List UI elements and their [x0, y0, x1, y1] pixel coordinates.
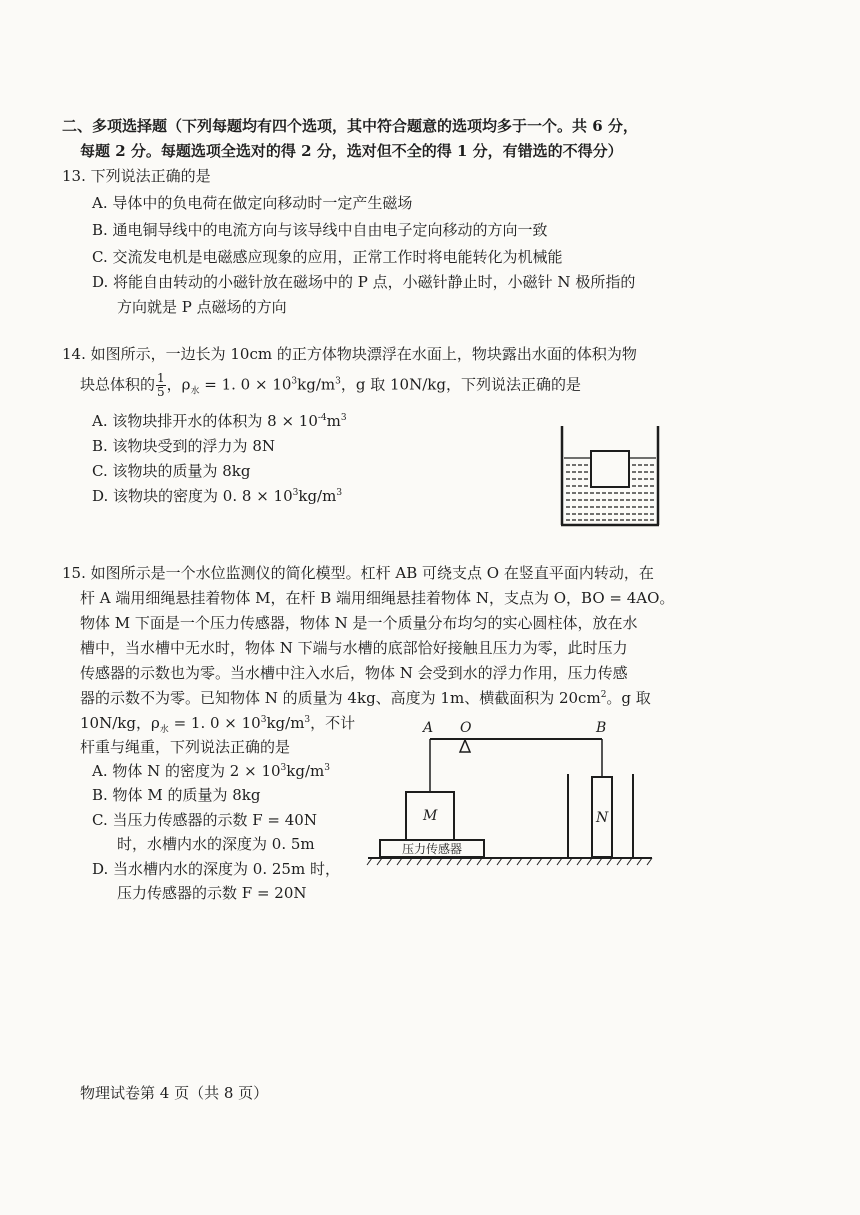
q13-stem: 13. 下列说法正确的是	[62, 167, 211, 185]
q14-option-c: C. 该物块的质量为 8kg	[92, 462, 251, 480]
q15-stem-line6: 器的示数不为零。已知物体 N 的质量为 4kg、高度为 1m、横截面积为 $20cm^2$。g 取	[80, 689, 651, 707]
q15-option-b: B. 物体 M 的质量为 8kg	[92, 786, 261, 804]
q13-option-d-cont: 方向就是 P 点磁场的方向	[117, 298, 287, 316]
q14-stem-line2: 块总体积的 $\frac{1}{5}$ ，$\rho_水 = 1$. $0 \times 10^3kg/m^3$，g 取 10N/kg，下列说法正确的是	[80, 371, 581, 399]
q13-option-c: C. 交流发电机是电磁感应现象的应用，正常工作时将电能转化为机械能	[92, 248, 563, 266]
q15-stem-line8: 杆重与绳重，下列说法正确的是	[80, 738, 291, 756]
q14-option-d: D. 该物块的密度为 0. $8 \times 10^3kg/m^3$	[92, 487, 343, 505]
section-heading-line2: 每题 2 分。每题选项全选对的得 2 分，选对但不全的得 1 分，有错选的不得分）	[80, 142, 623, 160]
q15-stem-line5: 传感器的示数也为零。当水槽中注入水后，物体 N 会受到水的浮力作用，压力传感	[80, 664, 628, 682]
q14-option-a: A. 该物块排开水的体积为 $8 \times 10^{-4}m^3$	[92, 412, 347, 430]
q15-stem-line7: 10N/kg，$\rho_水 = 1$. $0 \times 10^3kg/m^3$，不计	[80, 714, 356, 735]
q15-stem-line3: 物体 M 下面是一个压力传感器，物体 N 是一个质量分布均匀的实心圆柱体，放在水	[80, 614, 638, 632]
label-a: A	[423, 720, 434, 736]
q15-stem-line4: 槽中，当水槽中无水时，物体 N 下端与水槽的底部恰好接触且压力为零，此时压力	[80, 639, 628, 657]
q15-option-d-cont: 压力传感器的示数 F = 20N	[117, 884, 307, 902]
q15-option-c-cont: 时，水槽内水的深度为 0. 5m	[117, 835, 315, 853]
q15-stem-line1: 15. 如图所示是一个水位监测仪的简化模型。杠杆 AB 可绕支点 O 在竖直平面内转动，在	[62, 564, 654, 582]
q15-option-a: A. 物体 N 的密度为 $2 \times 10^3kg/m^3$	[92, 762, 330, 780]
q13-option-a: A. 导体中的负电荷在做定向移动时一定产生磁场	[92, 194, 413, 212]
label-o: O	[460, 720, 472, 736]
q15-figure-lever-monitor	[360, 712, 660, 872]
q15-option-d: D. 当水槽内水的深度为 0. 25m 时，	[92, 860, 340, 878]
q14-figure-floating-cube	[556, 424, 664, 528]
fraction-one-fifth: $\frac{1}{5}$	[157, 371, 165, 399]
q13-option-b: B. 通电铜导线中的电流方向与该导线中自由电子定向移动的方向一致	[92, 221, 548, 239]
label-pressure-sensor: 压力传感器	[401, 842, 463, 856]
q14-option-b: B. 该物块受到的浮力为 8N	[92, 437, 275, 455]
q15-stem-line2: 杆 A 端用细绳悬挂着物体 M，在杆 B 端用细绳悬挂着物体 N，支点为 O，BO = 4AO。	[80, 589, 675, 607]
q13-option-d: D. 将能自由转动的小磁针放在磁场中的 P 点，小磁针静止时，小磁针 N 极所指的	[92, 273, 636, 291]
section-heading-line1: 二、多项选择题（下列每题均有四个选项，其中符合题意的选项均多于一个。共 6 分，	[62, 117, 638, 135]
q14-stem-line1: 14. 如图所示，一边长为 10cm 的正方体物块漂浮在水面上，物块露出水面的体积为物	[62, 345, 637, 363]
label-n: N	[596, 810, 609, 826]
q15-option-c: C. 当压力传感器的示数 F = 40N	[92, 811, 317, 829]
label-m: M	[423, 808, 438, 824]
label-b: B	[596, 720, 607, 736]
page-footer: 物理试卷第 4 页（共 8 页）	[80, 1084, 269, 1102]
